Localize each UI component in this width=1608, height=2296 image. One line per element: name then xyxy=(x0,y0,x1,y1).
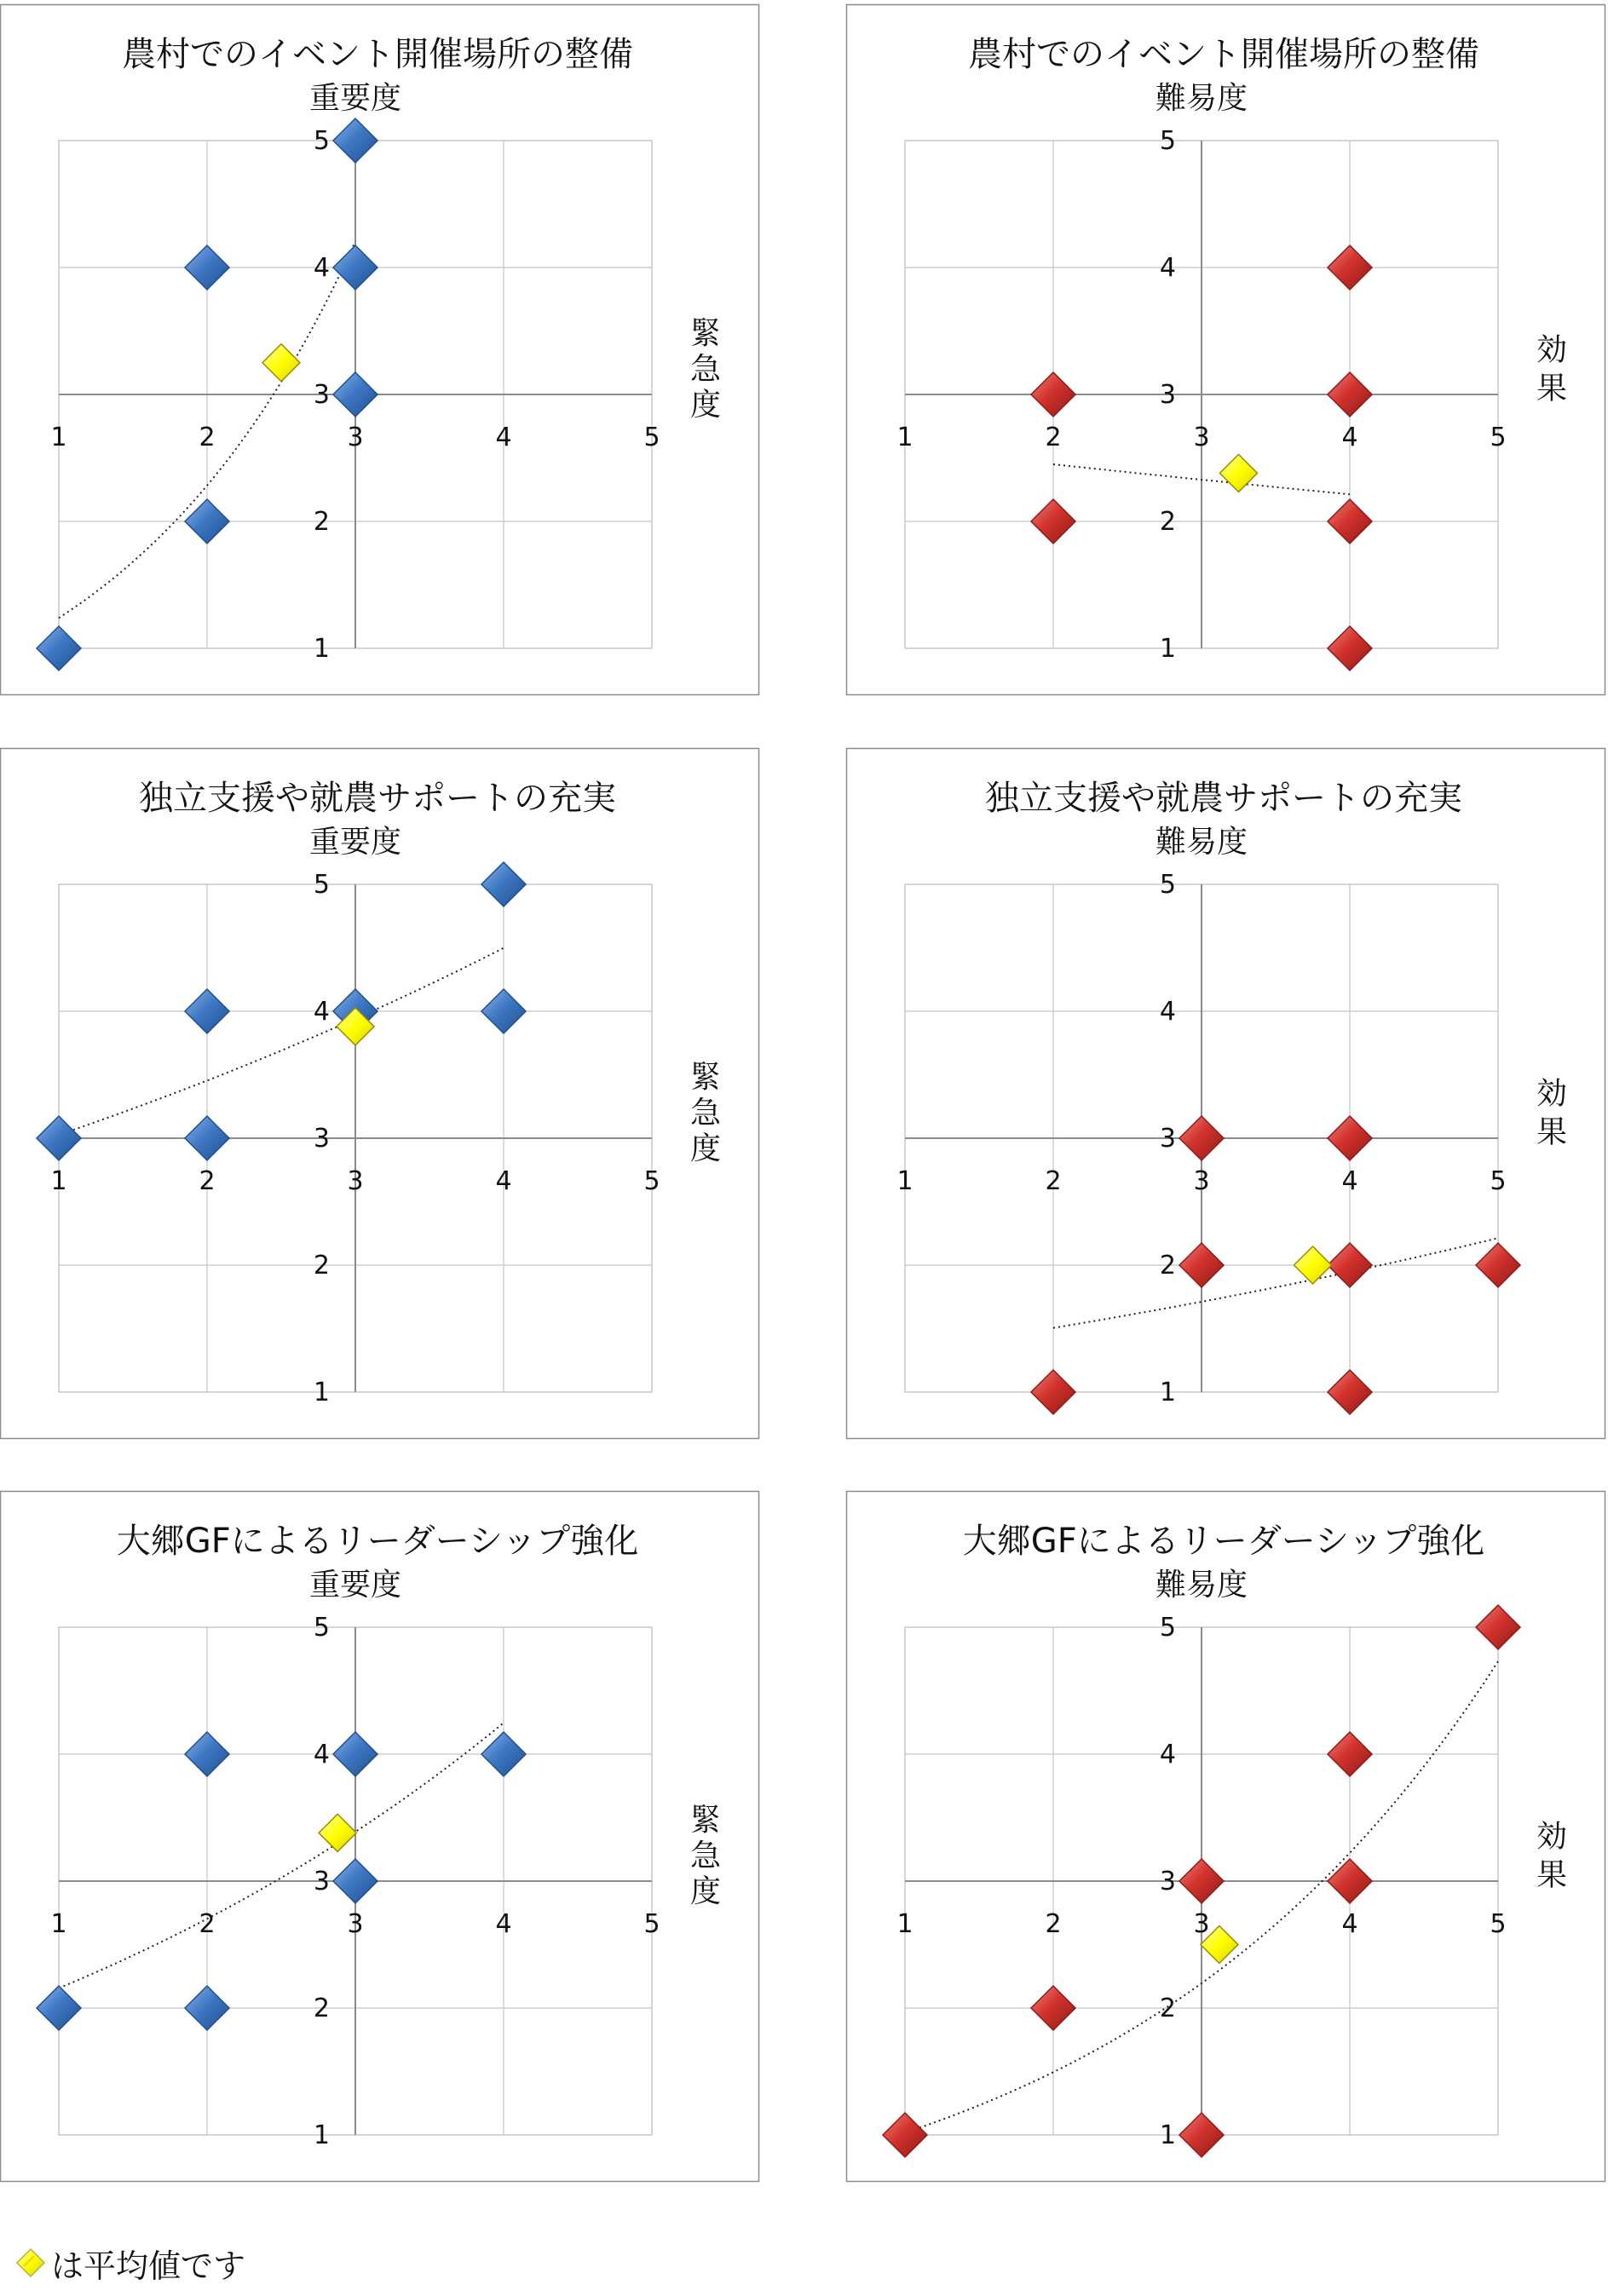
x-tick-label: 3 xyxy=(347,1909,364,1939)
y-tick-label: 3 xyxy=(313,380,330,410)
chart-panel-5 xyxy=(1,1492,759,2182)
y-tick-label: 1 xyxy=(1159,2120,1176,2150)
x-tick-label: 2 xyxy=(1045,1166,1062,1196)
chart-title: 独立支援や就農サポートの充実 xyxy=(985,779,1462,818)
y-tick-label: 4 xyxy=(1159,1740,1176,1769)
chart-title: 独立支援や就農サポートの充実 xyxy=(139,779,616,818)
y-axis-title: 重要度 xyxy=(308,1568,402,1603)
y-tick-label: 5 xyxy=(1159,1613,1176,1643)
x-tick-label: 5 xyxy=(643,423,660,452)
x-tick-label: 1 xyxy=(50,1166,67,1196)
y-tick-label: 4 xyxy=(1159,253,1176,283)
y-tick-label: 3 xyxy=(313,1124,330,1154)
x-axis-title: 緊急度 xyxy=(689,1060,722,1166)
x-tick-label: 1 xyxy=(896,423,914,452)
x-axis-title: 効果 xyxy=(1536,1076,1568,1150)
legend-note xyxy=(15,2242,245,2283)
x-tick-label: 5 xyxy=(643,1909,660,1939)
legend-text: は平均値です xyxy=(51,2247,246,2285)
x-tick-label: 4 xyxy=(495,423,512,452)
y-axis-title: 難易度 xyxy=(1155,1568,1248,1603)
x-axis-title: 緊急度 xyxy=(689,1803,722,1909)
x-axis-title: 効果 xyxy=(1536,332,1568,406)
x-axis-title: 緊急度 xyxy=(689,316,722,423)
y-axis-title: 重要度 xyxy=(308,825,402,860)
y-tick-label: 4 xyxy=(313,253,330,283)
y-tick-label: 2 xyxy=(313,1251,330,1280)
y-tick-label: 4 xyxy=(313,997,330,1027)
y-tick-label: 3 xyxy=(1159,1124,1176,1154)
y-tick-label: 1 xyxy=(313,1378,330,1407)
x-tick-label: 1 xyxy=(896,1909,914,1939)
x-tick-label: 3 xyxy=(1193,1166,1210,1196)
y-tick-label: 2 xyxy=(1159,507,1176,537)
x-tick-label: 4 xyxy=(1341,423,1358,452)
x-tick-label: 4 xyxy=(1341,1909,1358,1939)
y-tick-label: 4 xyxy=(1159,997,1176,1027)
x-tick-label: 3 xyxy=(1193,1909,1210,1939)
chart-title: 大郷GFによるリーダーシップ強化 xyxy=(116,1522,639,1561)
y-tick-label: 5 xyxy=(313,126,330,156)
chart-panel-3 xyxy=(1,749,759,1439)
chart-title: 大郷GFによるリーダーシップ強化 xyxy=(962,1522,1485,1561)
x-tick-label: 2 xyxy=(199,1909,216,1939)
chart-panel-2 xyxy=(847,5,1605,695)
chart-panel-4 xyxy=(847,749,1605,1439)
average-marker-icon xyxy=(15,2247,46,2278)
y-tick-label: 2 xyxy=(313,507,330,537)
chart-panel-6 xyxy=(847,1492,1605,2182)
x-tick-label: 2 xyxy=(1045,1909,1062,1939)
x-tick-label: 4 xyxy=(495,1166,512,1196)
x-tick-label: 2 xyxy=(199,1166,216,1196)
y-tick-label: 4 xyxy=(313,1740,330,1769)
y-tick-label: 1 xyxy=(1159,634,1176,664)
y-tick-label: 1 xyxy=(313,2120,330,2150)
x-tick-label: 5 xyxy=(1490,423,1507,452)
y-tick-label: 1 xyxy=(1159,1378,1176,1407)
x-tick-label: 3 xyxy=(347,1166,364,1196)
x-tick-label: 5 xyxy=(1490,1166,1507,1196)
y-tick-label: 2 xyxy=(1159,1251,1176,1280)
y-tick-label: 5 xyxy=(1159,870,1176,900)
x-tick-label: 4 xyxy=(1341,1166,1358,1196)
y-tick-label: 2 xyxy=(313,1994,330,2023)
x-tick-label: 5 xyxy=(1490,1909,1507,1939)
y-tick-label: 2 xyxy=(1159,1994,1176,2023)
x-tick-label: 5 xyxy=(643,1166,660,1196)
chart-title: 農村でのイベント開催場所の整備 xyxy=(968,35,1479,74)
x-tick-label: 3 xyxy=(347,423,364,452)
chart-title: 農村でのイベント開催場所の整備 xyxy=(122,35,633,74)
x-tick-label: 2 xyxy=(1045,423,1062,452)
chart-panel-1 xyxy=(1,5,759,695)
x-tick-label: 4 xyxy=(495,1909,512,1939)
y-axis-title: 重要度 xyxy=(308,81,402,116)
y-tick-label: 3 xyxy=(1159,380,1176,410)
y-tick-label: 3 xyxy=(313,1867,330,1896)
y-tick-label: 5 xyxy=(313,870,330,900)
y-axis-title: 難易度 xyxy=(1155,81,1248,116)
y-axis-title: 難易度 xyxy=(1155,825,1248,860)
y-tick-label: 3 xyxy=(1159,1867,1176,1896)
x-tick-label: 2 xyxy=(199,423,216,452)
y-tick-label: 1 xyxy=(313,634,330,664)
x-tick-label: 1 xyxy=(50,1909,67,1939)
y-tick-label: 5 xyxy=(313,1613,330,1643)
y-tick-label: 5 xyxy=(1159,126,1176,156)
x-axis-title: 効果 xyxy=(1536,1819,1568,1893)
x-tick-label: 3 xyxy=(1193,423,1210,452)
x-tick-label: 1 xyxy=(896,1166,914,1196)
x-tick-label: 1 xyxy=(50,423,67,452)
